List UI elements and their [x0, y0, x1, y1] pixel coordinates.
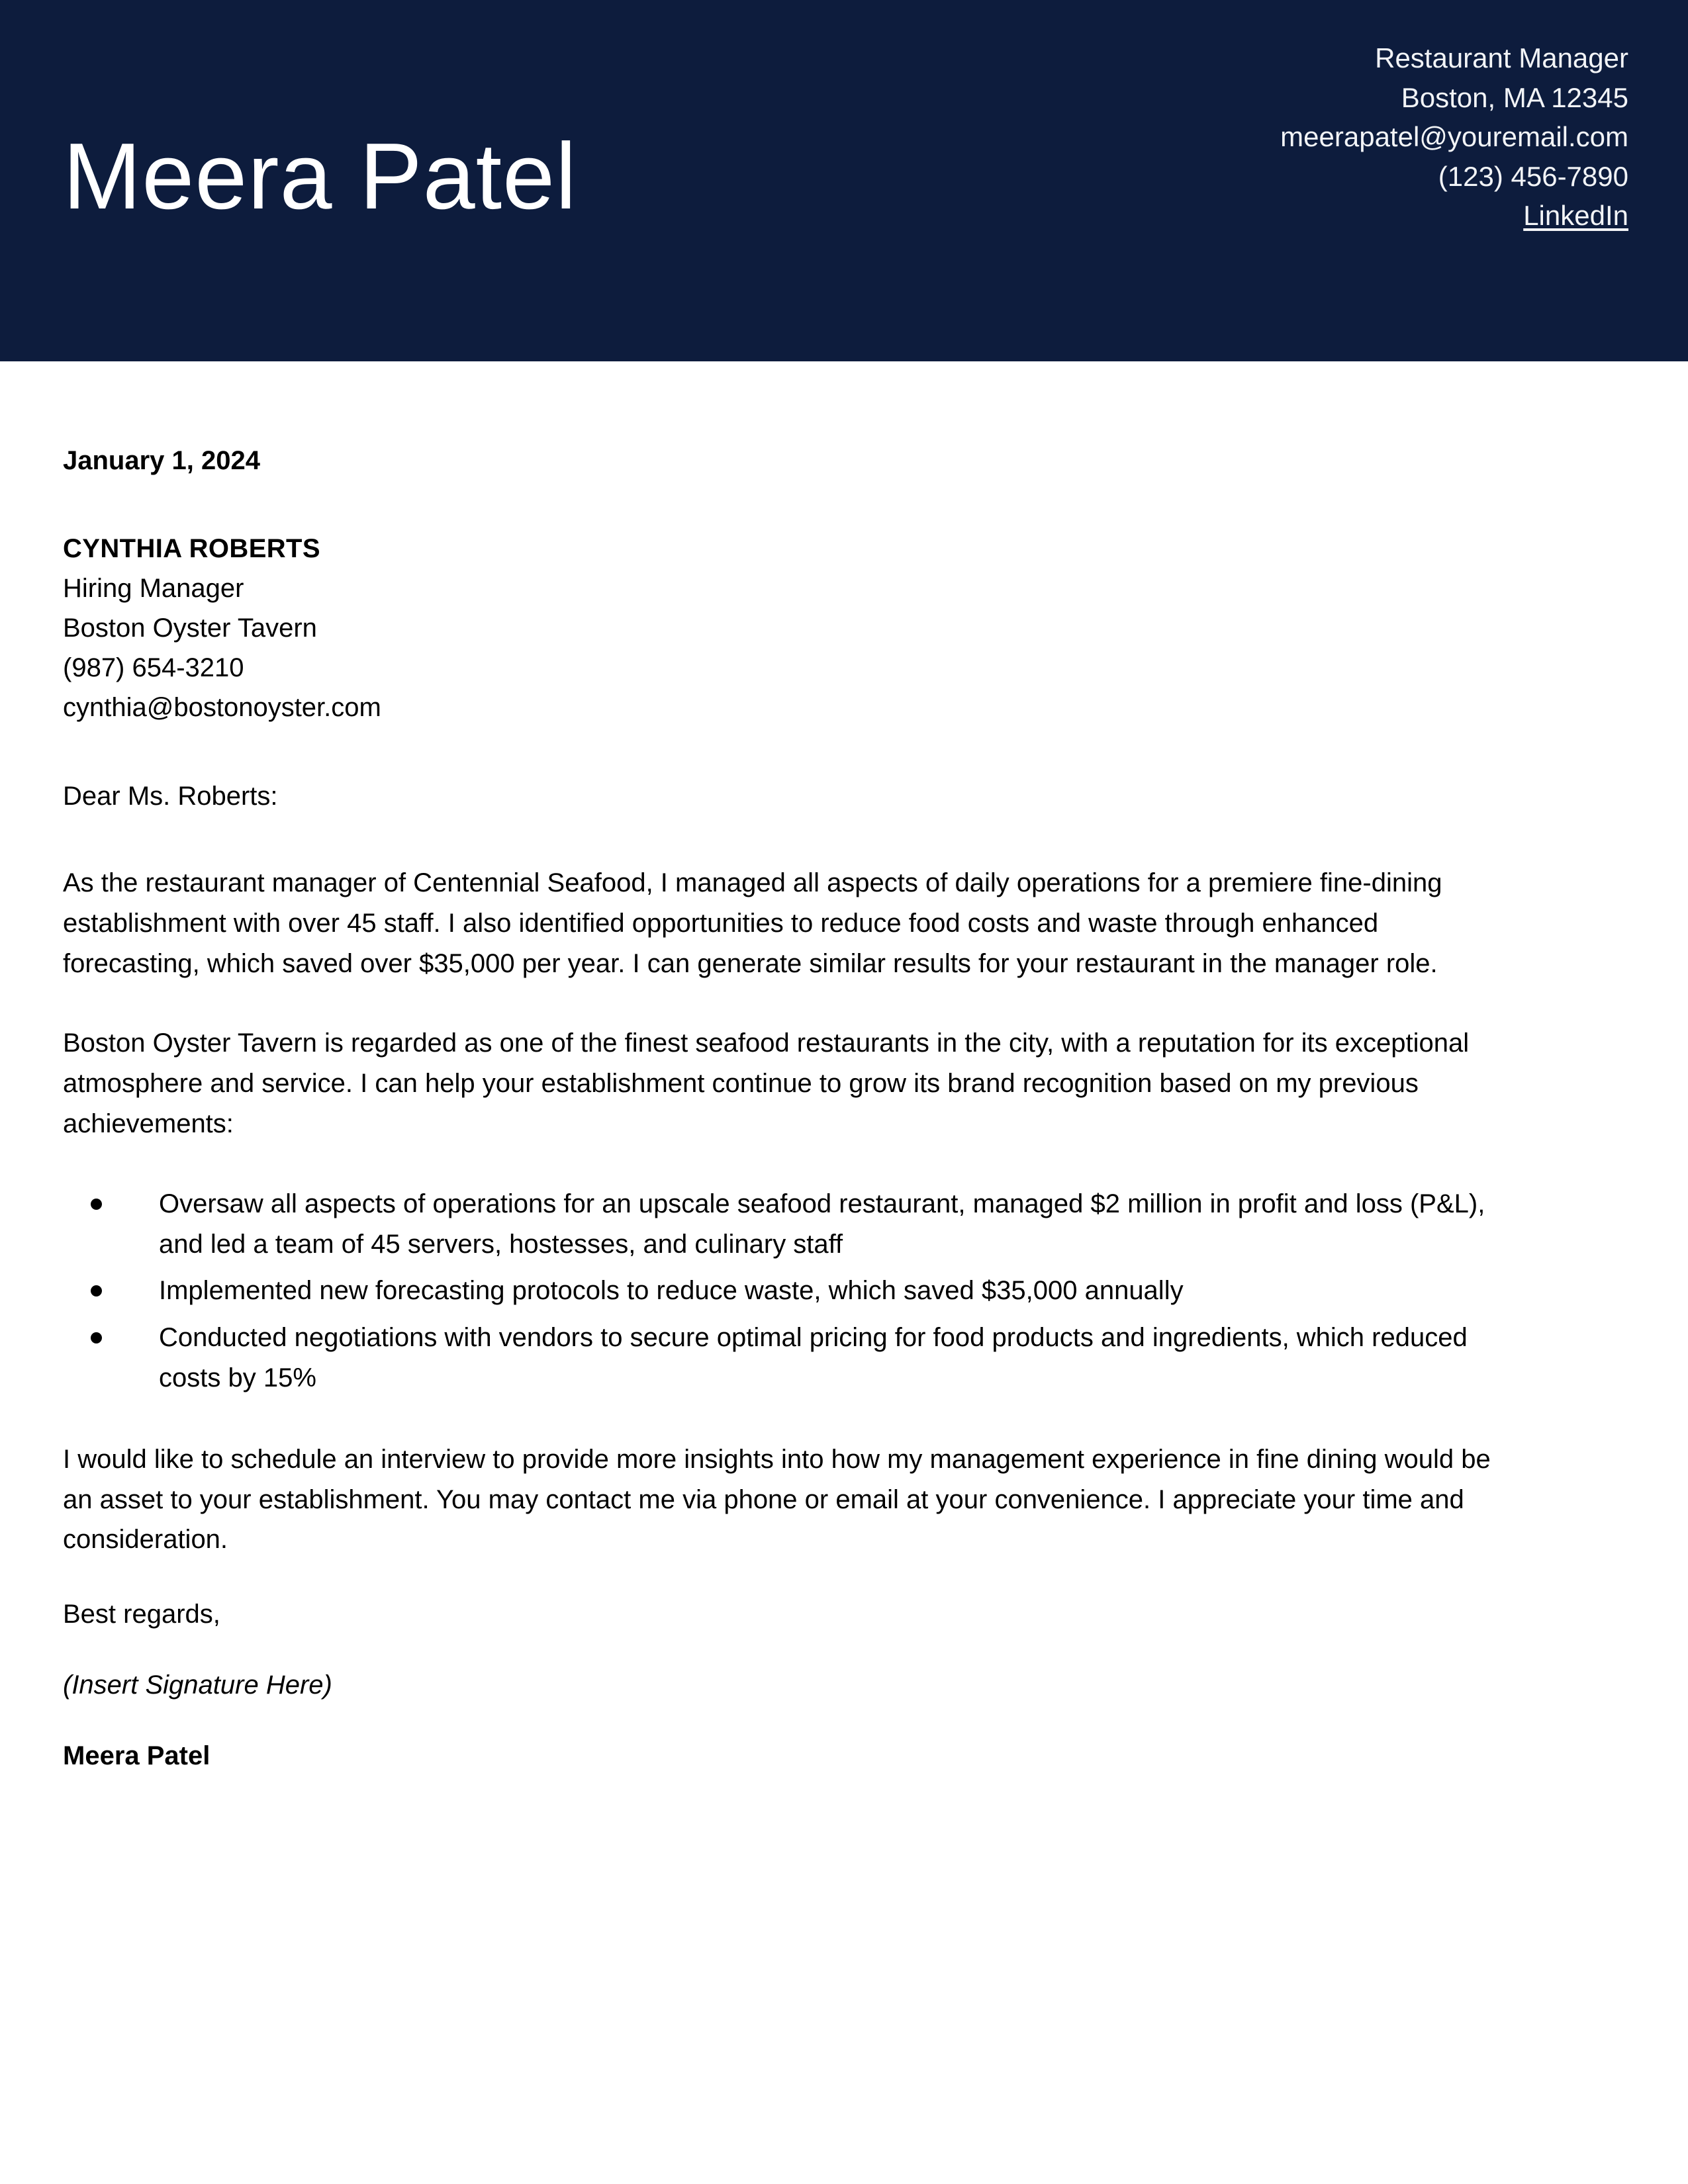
- recipient-block: [63, 529, 1499, 727]
- bullet-icon: [91, 1199, 102, 1210]
- achievement-text: Conducted negotiations with vendors to secure optimal pricing for food products and ingredients, which reduced costs by 15%: [159, 1323, 1468, 1392]
- recipient-email: cynthia@bostonoyster.com: [63, 693, 381, 722]
- contact-location: Boston, MA 12345: [1401, 81, 1628, 113]
- list-item: [63, 1318, 1499, 1398]
- achievement-text: Implemented new forecasting protocols to reduce waste, which saved $35,000 annually: [159, 1276, 1184, 1306]
- contact-job-title: Restaurant Manager: [1375, 42, 1628, 73]
- signer-name: Meera Patel: [63, 1741, 211, 1771]
- letterhead-header: [0, 0, 1688, 361]
- bullet-icon: [91, 1332, 102, 1343]
- bullet-icon: [91, 1285, 102, 1297]
- list-item: [63, 1271, 1499, 1311]
- recipient-company: Boston Oyster Tavern: [63, 614, 317, 643]
- salutation: Dear Ms. Roberts:: [63, 782, 278, 811]
- linkedin-link[interactable]: LinkedIn: [1523, 200, 1628, 232]
- body-paragraph-3: I would like to schedule an interview to provide more insights into how my management experience in fine dining would be an asset to your establishment. You may contact me via phone or email at your convenience. I appreciate your time and consideration.: [63, 1444, 1491, 1555]
- achievements-list: [63, 1184, 1499, 1398]
- achievement-text: Oversaw all aspects of operations for an upscale seafood restaurant, managed $2 million in profit and loss (P&L), and led a team of 45 servers, hostesses, and culinary staff: [159, 1189, 1485, 1259]
- candidate-name: Meera Patel: [63, 124, 577, 229]
- contact-phone[interactable]: (123) 456-7890: [1438, 160, 1628, 192]
- recipient-title: Hiring Manager: [63, 574, 244, 603]
- body-paragraph-1: As the restaurant manager of Centennial Seafood, I managed all aspects of daily operations for a premiere fine-dining establishment with over 45 staff. I also identified opportunities to reduce food costs and waste through enhanced forecasting, which saved over $35,000 per year. I can generate similar results for your restaurant in the manager role.: [63, 868, 1442, 978]
- letter-date: January 1, 2024: [63, 446, 260, 475]
- list-item: [63, 1184, 1499, 1265]
- recipient-phone: (987) 654-3210: [63, 653, 244, 682]
- body-paragraph-2: Boston Oyster Tavern is regarded as one of the finest seafood restaurants in the city, with a reputation for its exceptional atmosphere and service. I can help your establishment continue to grow its brand recognition based on my previous achievements:: [63, 1028, 1470, 1138]
- signature-placeholder: (Insert Signature Here): [63, 1670, 332, 1700]
- contact-email[interactable]: meerapatel@youremail.com: [1280, 121, 1628, 153]
- recipient-name: CYNTHIA ROBERTS: [63, 534, 320, 563]
- closing-salutation: Best regards,: [63, 1600, 220, 1629]
- letter-body: [0, 361, 1562, 1771]
- contact-info-block: [1280, 38, 1628, 236]
